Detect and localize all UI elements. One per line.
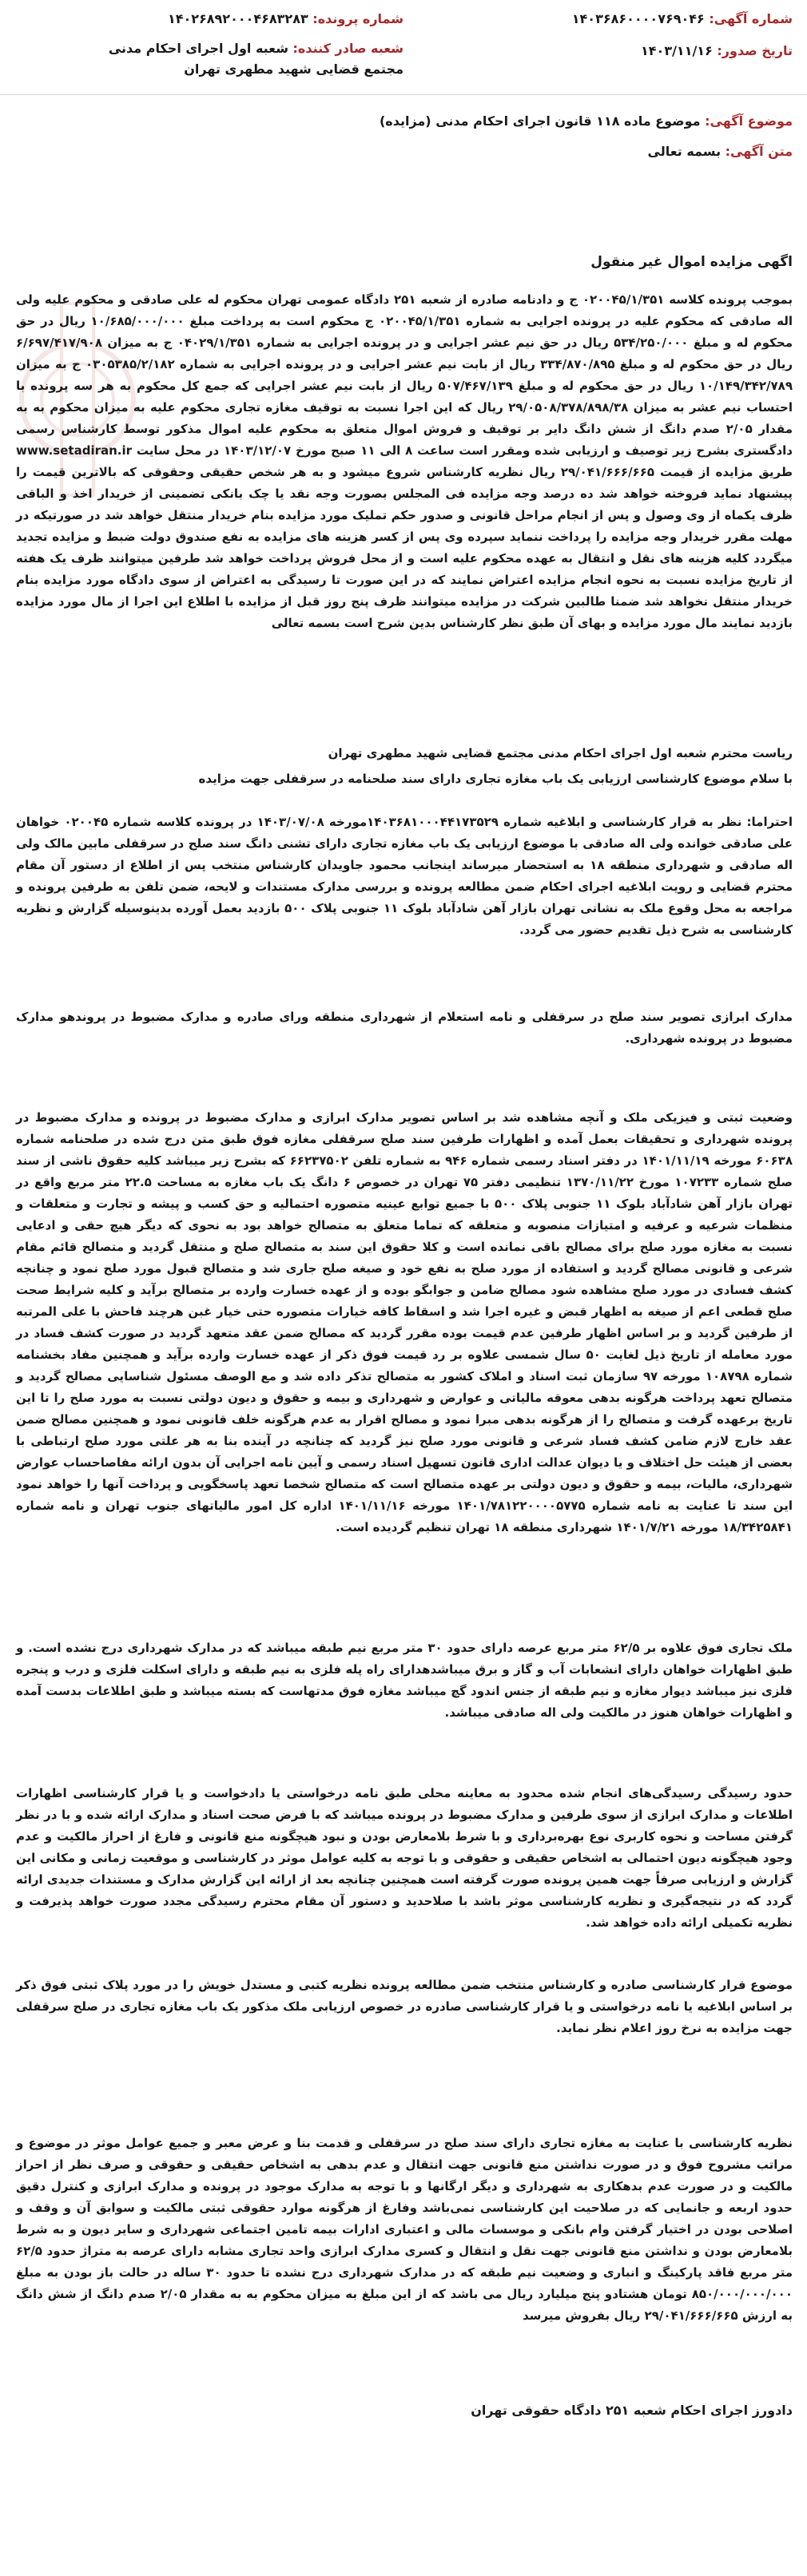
ad-number-label: شماره آگهی:: [709, 11, 793, 26]
issue-date-label: تاریخ صدور:: [717, 43, 793, 58]
subject: موضوع ماده ۱۱۸ قانون اجرای احکام مدنی (مزایده): [379, 113, 701, 129]
paragraph-intro: احتراما: نظر به قرار کارشناسی و ابلاغیه شماره ۱۴۰۳۶۸۱۰۰۰۴۴۱۷۳۵۲۹مورخه ۱۴۰۳/۰۷/۰۸ در پرونده کلاسه شماره ۰۲۰۰۴۵ خواهان علی صادقی خوانده ولی اله صادقی با موضوع ارزیابی یک باب مغازه تجاری دارای تشنی دانگ سند صلح در سرقفلی مابین مالک ولی اله صادقی و شهرداری منطقه ۱۸ به استحضار میرساند اینجانب محمود جاویدان کارشناس منتخب پس از اطلاع از دستور آن مقام محترم قضایی و رویت ابلاغیه اجرای احکام ضمن مطالعه پرونده و بررسی مدارک مستندات و لایحه، ضمن تلفن به طرفین پرونده و مراجعه به محل وقوع ملک به نشانی تهران بازار آهن شادآباد بلوک ۱۱ جنوبی پلاک ۵۰۰ بازدید بعمل آورده بدینوسیله گزارش و نظریه کارشناسی به شرح ذیل تقدیم حضور می گردد.: [16, 815, 793, 937]
issue-date-row: [641, 43, 793, 58]
text-label-row: [648, 144, 793, 159]
case-number-row: [168, 11, 404, 26]
issue-date: ۱۴۰۳/۱۱/۱۶: [641, 43, 713, 58]
signature: دادورز اجرای احکام شعبه ۲۵۱ دادگاه حقوقی تهران: [471, 2403, 793, 2418]
paragraph-greeting: با سلام موضوع کارشناسی ارزیابی یک باب مغازه تجاری دارای سند صلحنامه در سرقفلی جهت مزایده: [198, 772, 793, 786]
opening: بسمه تعالی: [647, 144, 722, 159]
ad-number: ۱۴۰۳۶۸۶۰۰۰۰۷۶۹۰۴۶: [571, 11, 705, 26]
paragraph-status: وضعیت ثبتی و فیزیکی ملک و آنچه مشاهده شد بر اساس تصویر مدارک ابرازی و مدارک مضبوط در پرونده و مدارک مضبوط در پرونده شهرداری و تحقیقات بعمل آمده و اظهارات طرفین سند صلح سرقفلی مغازه فوق طبق متن درج شده در صلحنامه شماره ۶۰۶۳۸ مورخه ۱۴۰۱/۱۱/۱۹ در دفتر اسناد رسمی شماره ۹۴۶ به شماره تلفن ۶۶۲۳۷۵۰۲ که بشرح زیر میباشد کلیه حقوق ناشی از سند صلح شماره ۱۰۷۲۳۳ مورخ ۱۳۷۰/۱۱/۲۲ تنظیمی دفتر ۷۵ تهران در خصوص ۶ دانگ یک باب مغازه به مساحت ۲۲.۵ متر مربع واقع در تهران بازار آهن شادآباد بلوک ۱۱ جنوبی پلاک ۵۰۰ با جمیع توابع عینیه متصوره احتمالیه و حق کسب و پیشه و تجارت و متعلقات و منظمات شرعیه و عرفیه و امتیازات منصوبه و متعلقه که تماما متعلق به متصالح خواهد بود به نحوی که دیگر هیچ حقی و ادعایی نسبت به مغازه مورد صلح برای مصالح باقی نمانده است و کلا حقوق این سند به متصالح صلح و منتقل گردید و متصالح قائم مقام شرعی و قانونی مصالح گردید و استفاده از مورد صلح به نفع خود و صیغه صلح جاری شد و متصالح قبول مورد صلح نمود و چنانچه کشف فسادی در مورد صلح مشاهده شود مصالح ضامن و جوابگو بوده و از عهده خسارت وارده بر متصالح برآید و کلیه شرایط صحت صلح قطعی اعم از صیغه به اظهار قبض و غیره اجرا شد و اسقاط کافه خیارات متصوره حتی خیار غبن هرچند فاحش با علی المرتبه از طرفین گردید و بر اساس اظهار طرفین عدم قیمت بوده مقرر گردید که مصالح ضمن عقد متعهد گردید در صورت کشف فساد در مورد معامله از تاریخ ذیل لغایت ۵۰ سال شمسی علاوه بر رد قیمت فوق ذکر از عهده خسارت وارده برآید و همچنین مفاد بخشنامه شماره ۱۰۸۷۹۸ مورخه ۹۷ سازمان ثبت اسناد و املاک کشور به متصالح تذکر داده شد و مع الوصف مسئول شناسایی مصالح گردید و متصالح تعهد پرداخت هرگونه بدهی معوقه مالیاتی و عوارض و شهرداری و بیمه و حقوق و دیون دولتی نسبت به مورد صلح را تا این تاریخ برعهده گرفت و متصالح را از هرگونه بدهی مبرا نمود و مصالح اقرار به عدم هرگونه خلف قانونی نمود و همچنین مصالح ضمن عقد خارج لازم ضامن کشف فساد شرعی و قانونی مورد صلح نیز گردید که چنانچه در آینده بنا به هر علتی مورد صلح ارتباطی با بعضی از هیئت حل اختلاف و یا دیوان عدالت اداری قانون تسهیل اسناد رسمی و آیین نامه اجرایی آن بدون ارائه مفاصاحساب عوارض شهرداری، مالیات، بیمه و حقوق و دیون دولتی بر عهده متصالح است که متصالح شخصا تعهد پاسخگویی و پرداخت آنها را خواهد نمود این سند تا عنایت به نامه شماره ۱۴۰۱/۷۸۱۲۲۰۰۰۰۵۷۷۵ مورخه ۱۴۰۱/۱۱/۱۶ اداره کل امور مالیاتهای جنوب تهران و نامه شماره ۱۸/۳۴۲۵۸۴۱ مورخه ۱۴۰۱/۷/۲۱ شهرداری منطقه ۱۸ تهران تنظیم گردیده است.: [16, 1110, 793, 1534]
paragraph-recipient: ریاست محترم شعبه اول اجرای احکام مدنی مجتمع قضایی شهید مطهری تهران: [328, 746, 793, 760]
header-divider: [0, 94, 807, 95]
case-number: ۱۴۰۲۶۸۹۲۰۰۰۴۶۸۳۲۸۳: [167, 11, 308, 26]
paragraph-subject: موضوع قرار کارشناسی صادره و کارشناس منتخب ضمن مطالعه پرونده نظریه کتبی و مستدل خویش را در مورد پلاک ثبتی فوق ذکر بر اساس ابلاغیه یا نامه درخواستی و یا قرار کارشناسی صادره در خصوص ارزیابی ملک مذکور یک باب مغازه تجاری در صلح سرقفلی جهت مزایده به نرخ روز اعلام نظر نماید.: [16, 1978, 793, 2035]
case-number-label: شماره پرونده:: [312, 11, 404, 26]
subject-label: موضوع آگهی:: [705, 113, 793, 129]
issuer-row: [68, 38, 404, 80]
paragraph-opinion: نظریه کارشناسی با عنایت به مغازه تجاری دارای سند صلح در سرقفلی و قدمت بنا و عرض معبر و جمیع عوامل موثر در موضوع و مراتب مشروح فوق و در صورت نداشتن منع قانونی جهت انتقال و عدم بدهی به اشخاص حقیقی و حقوقی و صرف نظر از احراز مالکیت و در صورت عدم بدهکاری به شهرداری و دیگر ارگانها و با توجه به مدارک موجود در پرونده و مدارک ابرازی و کنترل دقیق حدود اربعه و جانمایی که در صلاحیت این کارشناسی نمی‌باشد وفارغ از هرگونه موارد حقوقی ثبتی مالکیت و سوابق آن و وقف و اصلاحی بودن در اختیار گرفتن وام بانکی و موسسات مالی و اعتباری ادارات بیمه تامین اجتماعی شهرداری و سایر دیون و به شرط بلامعارض بودن و نداشتن منع قانونی جهت نقل و انتقال و کسری مدارک ابرازی واحد تجاری مشابه دارای عرصه به متراژ حدود ۶۲/۵ متر مربع فاقد پارکینگ و انباری و وضعیت نیم طبقه که در مدارک شهرداری درج نشده تا حدود ۳۰ ساله در حالت باز بودن به مبلغ ۸۵۰/۰۰۰/۰۰۰/۰۰۰ تومان هشتادو پنج میلیارد ریال می باشد که از این مبلغ به میزان محکوم به به مقدار ۲/۰۵ صدم دانگ از شش دانگ به ارزش ۲۹/۰۴۱/۶۶۶/۶۶۵ ریال بفروش میرسد: [16, 2136, 793, 2323]
paragraph-property: ملک تجاری فوق علاوه بر ۶۲/۵ متر مربع عرصه دارای حدود ۳۰ متر مربع نیم طبقه میباشد که در مدارک شهرداری درج نشده است. و طبق اظهارات خواهان دارای انشعابات آب و گاز و برق میباشدهدارای راه پله فلزی به نیم طبقه و دارای اسکلت فلزی و درب و پنجره فلزی نیز میباشد دیوار مغازه و نیم طبقه از جنس اندود گچ میباشد مغازه فوق مدتهاست که بسته میباشد و طبق اطلاعات بدست آمده و اظهارات خواهان هنوز در مالکیت ولی اله صادقی میباشد.: [16, 1641, 793, 1720]
paragraph-main: بموجب پرونده کلاسه ۰۲۰۰۴۵/۱/۳۵۱ ج و دادنامه صادره از شعبه ۲۵۱ دادگاه عمومی تهران محکوم له علی صادقی و محکوم علیه ولی اله صادقی که محکوم علیه در پرونده اجرایی به شماره ۰۲۰۰۴۵/۱/۳۵۱ ج محکوم است به پرداخت مبلغ ۱۰/۶۸۵/۰۰۰/۰۰۰ ریال در حق محکوم له و مبلغ ۵۳۴/۲۵۰/۰۰۰ ریال در حق نیم عشر اجرایی و در پرونده اجرایی به شماره ۰۴۰۲۹/۱/۳۵۱ ج به میزان ۶/۶۹۷/۴۱۷/۹۰۸ ریال در حق محکوم له و مبلغ ۳۳۴/۸۷۰/۸۹۵ ریال از بابت نیم عشر اجرایی و در پرونده اجرایی به شماره ۰۳۰۵۳۸۵/۲/۱۸۲ ج به میزان ۱۰/۱۴۹/۳۴۲/۷۸۹ ریال در حق محکوم له و مبلغ ۵۰۷/۴۶۷/۱۳۹ ریال از بابت نیم عشر اجرایی که جمع کل محکوم به هر سه پرونده با احتساب نیم عشر به میزان ۲۹/۰۵۰۸/۳۷۸/۸۹۸/۳۸ ریال که این اجرا نسبت به توقیف مغازه تجاری محکوم علیه به میزان محکوم به به مقدار ۲/۰۵ صدم دانگ از شش دانگ دایر بر توقیف و فروش اموال متعلق به محکوم علیه اموال مذکور توسط کارشناس رسمی دادگستری بشرح زیر توصیف و ارزیابی شده ومقرر است ساعت ۸ الی ۱۱ صبح مورخ ۱۴۰۳/۱۲/۰۷ در محل سایت www.setadiran.ir طریق مزایده از قیمت ۲۹/۰۴۱/۶۶۶/۶۶۵ ریال نظریه کارشناس شروع میشود و به هر شخص حقیقی وحقوقی که بالاترین قیمت را پیشنهاد نماید فروخته خواهد شد ده درصد وجه مزایده فی المجلس بصورت وجه نقد یا چک بانکی تضمینی از خریدار اخذ و الباقی ظرف یکماه از وی وصول و پس از انجام مراحل قانونی و صدور حکم تملیک مورد مزایده بنام خریدار منتقل خواهد شد در صورتیکه در مهلت مقرر خریدار وجه مزایده را پرداخت ننماید سپرده وی پس از کسر هزینه های مزایده به نفع صندوق دولت ضبط و مزایده تجدید میگردد کلیه هزینه های نقل و انتقال به عهده محکوم علیه است و از محل فروش پرداخت خواهد شد طرفین میتوانند ظرف یک هفته از تاریخ مزایده نسبت به نحوه انجام مزایده اعتراض نمایند که در این صورت تا رسیدگی به اعتراض از سوی دادگاه مورد مزایده بنام خریدار منتقل نخواهد شد ضمنا طالبین شرکت در مزایده میتوانند ظرف پنج روز قبل از مزایده با اطلاع این اجرا از مال مورد مزایده بازدید نمایند مال مورد مزایده و بهای آن طبق نظر کارشناس بدین شرح است بسمه تعالی: [16, 292, 793, 630]
paragraph-documents: مدارک ابرازی تصویر سند صلح در سرقفلی و نامه استعلام از شهرداری منطقه ورای صادره و مدارک مضبوط در پروندهو مدارک مضبوط در پرونده شهرداری.: [16, 1010, 793, 1046]
subject-row: [380, 113, 793, 129]
issuer: شعبه اول اجرای احکام مدنی مجتمع قضایی شهید مطهری تهران: [108, 41, 404, 77]
ad-number-row: [572, 11, 793, 26]
issuer-label: شعبه صادر کننده:: [292, 41, 404, 56]
notice-heading: اگهی مزایده اموال غیر منقول: [590, 254, 793, 270]
paragraph-scope: حدود رسیدگی رسیدگی‌های انجام شده محدود به معاینه محلی طبق نامه درخواستی یا دادخواست و یا قرار کارشناسی اظهارات اطلاعات و مدارک ابرازی از سوی طرفین و مدارک مضبوط در پرونده میباشد که با فرض صحت اسناد و مدارک ارائه شده و با در نظر گرفتن مساحت و نحوه کاربری نوع بهره‌برداری و با شرط بلامعارض بودن و نبود هیچگونه منع قانونی و فارغ از احراز مالکیت و عدم وجود هیچگونه دیون احتمالی به اشخاص حقیقی و حقوقی و با توجه به کلیه عوامل موثر در کارشناسی و موقعیت زمانی و مکانی این گزارش و ارزیابی صرفاً جهت همین پرونده صورت گرفته است همچنین چنانچه بعد از ارائه این گزارش مدارک و مستندات جدیدی ارائه گردد که در نتیجه‌گیری و نظریه کارشناسی موثر باشد با صلاحدید و دستور آن مقام محترم رسیدگی مجدد صورت خواهد پذیرفت و نظریه تکمیلی ارائه داده خواهد شد.: [16, 1786, 793, 1930]
text-label: متن آگهی:: [725, 144, 793, 159]
